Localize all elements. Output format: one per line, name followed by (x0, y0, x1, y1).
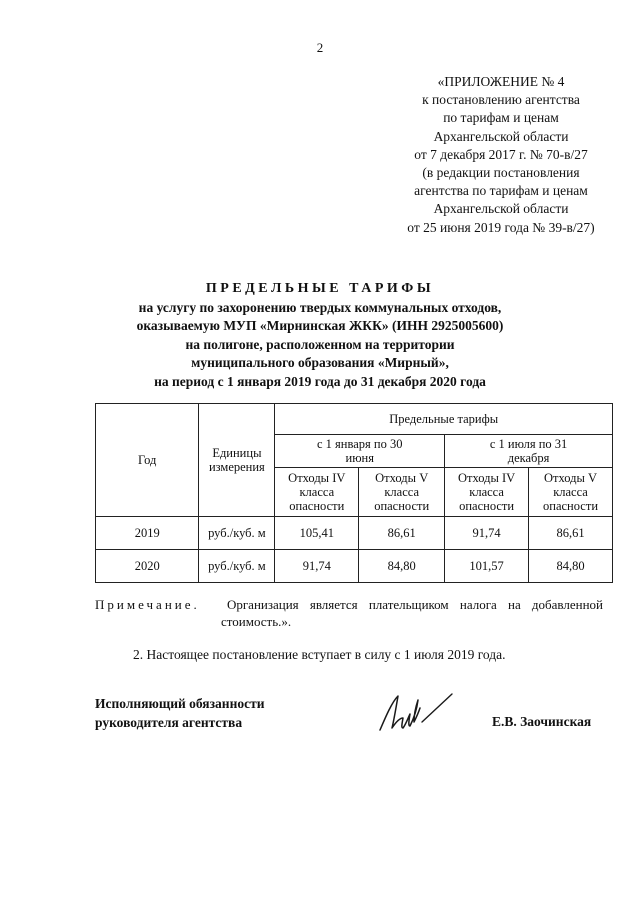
cell-value: 84,80 (529, 550, 613, 583)
title-heading: ПРЕДЕЛЬНЫЕ ТАРИФЫ (205, 281, 435, 296)
header-waste-class: Отходы IV класса опасности (275, 468, 359, 517)
appendix-line: по тарифам и ценам (443, 110, 559, 126)
appendix-header (395, 73, 607, 237)
cell-value: 86,61 (359, 517, 445, 550)
cell-value: 91,74 (275, 550, 359, 583)
cell-year: 2019 (96, 517, 199, 550)
appendix-line: от 25 июня 2019 года № 39-в/27) (407, 219, 595, 235)
appendix-line: Архангельской области (433, 201, 569, 217)
header-waste-class: Отходы V класса опасности (529, 468, 613, 517)
appendix-line: от 7 декабря 2017 г. № 70-в/27 (414, 146, 588, 162)
signer-role (95, 695, 265, 732)
title-line: муниципального образования «Мирный», (191, 355, 449, 370)
cell-unit: руб./куб. м (199, 550, 275, 583)
cell-value: 84,80 (359, 550, 445, 583)
note-word: плательщиком (368, 597, 449, 612)
signature-graphic (372, 678, 462, 738)
signer-role-line: Исполняющий обязанности (95, 696, 265, 711)
note-word: на (507, 597, 521, 612)
header-tariffs: Предельные тарифы (275, 404, 613, 435)
appendix-line: (в редакции постановления (422, 165, 580, 181)
page-number: 2 (316, 40, 324, 55)
cell-unit: руб./куб. м (199, 517, 275, 550)
note (95, 597, 603, 630)
title-line: на период с 1 января 2019 года до 31 декабря 2020 года (154, 373, 486, 389)
cell-value: 101,57 (445, 550, 529, 583)
signer-name: Е.В. Заочинская (492, 714, 592, 729)
cell-value: 91,74 (445, 517, 529, 550)
header-unit: Единицы измерения (199, 404, 275, 517)
header-year: Год (96, 404, 199, 517)
cell-year: 2020 (96, 550, 199, 583)
note-word: Организация (226, 597, 299, 612)
title-line: на услугу по захоронению твердых коммунальных отходов, (138, 299, 502, 315)
signer-role-line: руководителя агентства (95, 714, 243, 730)
note-word: налога (459, 597, 497, 612)
title-line: оказываемую МУП «Мирнинская ЖКК» (ИНН 2925005600) (136, 318, 504, 333)
header-waste-class: Отходы V класса опасности (359, 468, 445, 517)
header-period: с 1 июля по 31 декабря (445, 435, 613, 468)
header-period: с 1 января по 30 июня (275, 435, 445, 468)
appendix-line: к постановлению агентства (422, 92, 580, 108)
appendix-line: Архангельской области (433, 128, 569, 144)
cell-value: 86,61 (529, 517, 613, 550)
title-line: на полигоне, расположенном на территории (185, 336, 455, 352)
note-continuation: стоимость.». (221, 613, 292, 629)
tariffs-table (95, 403, 613, 583)
document-title (60, 280, 580, 391)
note-word: является (309, 597, 358, 612)
appendix-line: «ПРИЛОЖЕНИЕ № 4 (437, 74, 565, 89)
appendix-line: агентства по тарифам и ценам (414, 183, 588, 199)
note-word: добавленной (531, 597, 603, 612)
table-row (96, 550, 613, 583)
header-waste-class: Отходы IV класса опасности (445, 468, 529, 517)
clause-effective-date: 2. Настоящее постановление вступает в силу с 1 июля 2019 года. (133, 647, 506, 662)
table-row (96, 517, 613, 550)
cell-value: 105,41 (275, 517, 359, 550)
note-label: Примечание. (95, 597, 200, 612)
